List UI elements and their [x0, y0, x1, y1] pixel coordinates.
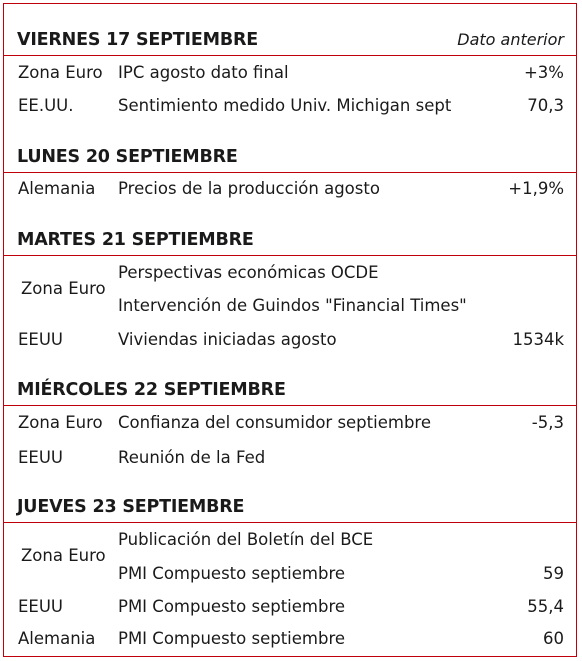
row-country: Alemania [18, 179, 96, 198]
day-title: MIÉRCOLES 22 SEPTIEMBRE [17, 380, 286, 400]
row-country: Zona Euro [18, 413, 103, 432]
row-previous-value: -5,3 [531, 413, 564, 432]
row-event: Sentimiento medido Univ. Michigan sept [118, 96, 452, 115]
day-header-wednesday-22 [4, 372, 576, 406]
day-title: LUNES 20 SEPTIEMBRE [17, 147, 238, 167]
day-header-monday-20 [4, 139, 576, 173]
row-country: EEUU [18, 330, 64, 349]
day-title: MARTES 21 SEPTIEMBRE [17, 230, 254, 250]
row-event: PMI Compuesto septiembre [118, 629, 346, 648]
row-previous-value: 59 [543, 564, 564, 583]
row-event: Publicación del Boletín del BCE [118, 530, 374, 549]
row-country: Alemania [18, 629, 96, 648]
row-previous-value: 60 [543, 629, 564, 648]
row-country: EEUU [18, 448, 64, 467]
row-previous-value: 55,4 [527, 597, 564, 616]
day-title: JUEVES 23 SEPTIEMBRE [17, 497, 245, 517]
row-event: Reunión de la Fed [118, 448, 266, 467]
row-event: Intervención de Guindos "Financial Times" [118, 296, 467, 315]
row-country: Zona Euro [21, 279, 106, 298]
row-previous-value: +1,9% [508, 179, 564, 198]
row-event: Precios de la producción agosto [118, 179, 380, 198]
day-title: VIERNES 17 SEPTIEMBRE [17, 30, 258, 50]
row-event: Perspectivas económicas OCDE [118, 263, 379, 282]
row-event: IPC agosto dato final [118, 63, 289, 82]
row-event: PMI Compuesto septiembre [118, 597, 346, 616]
row-previous-value: +3% [523, 63, 564, 82]
row-event: Confianza del consumidor septiembre [118, 413, 431, 432]
row-previous-value: 1534k [512, 330, 564, 349]
economic-calendar-table [3, 3, 577, 657]
row-country: Zona Euro [21, 546, 106, 565]
row-event: Viviendas iniciadas agosto [118, 330, 337, 349]
day-header-friday-17 [4, 22, 576, 56]
row-country: EE.UU. [18, 96, 74, 115]
row-previous-value: 70,3 [527, 96, 564, 115]
previous-value-column-label: Dato anterior [457, 30, 564, 49]
day-header-tuesday-21 [4, 222, 576, 256]
row-country: Zona Euro [18, 63, 103, 82]
row-event: PMI Compuesto septiembre [118, 564, 346, 583]
row-country: EEUU [18, 597, 64, 616]
day-header-thursday-23 [4, 489, 576, 523]
